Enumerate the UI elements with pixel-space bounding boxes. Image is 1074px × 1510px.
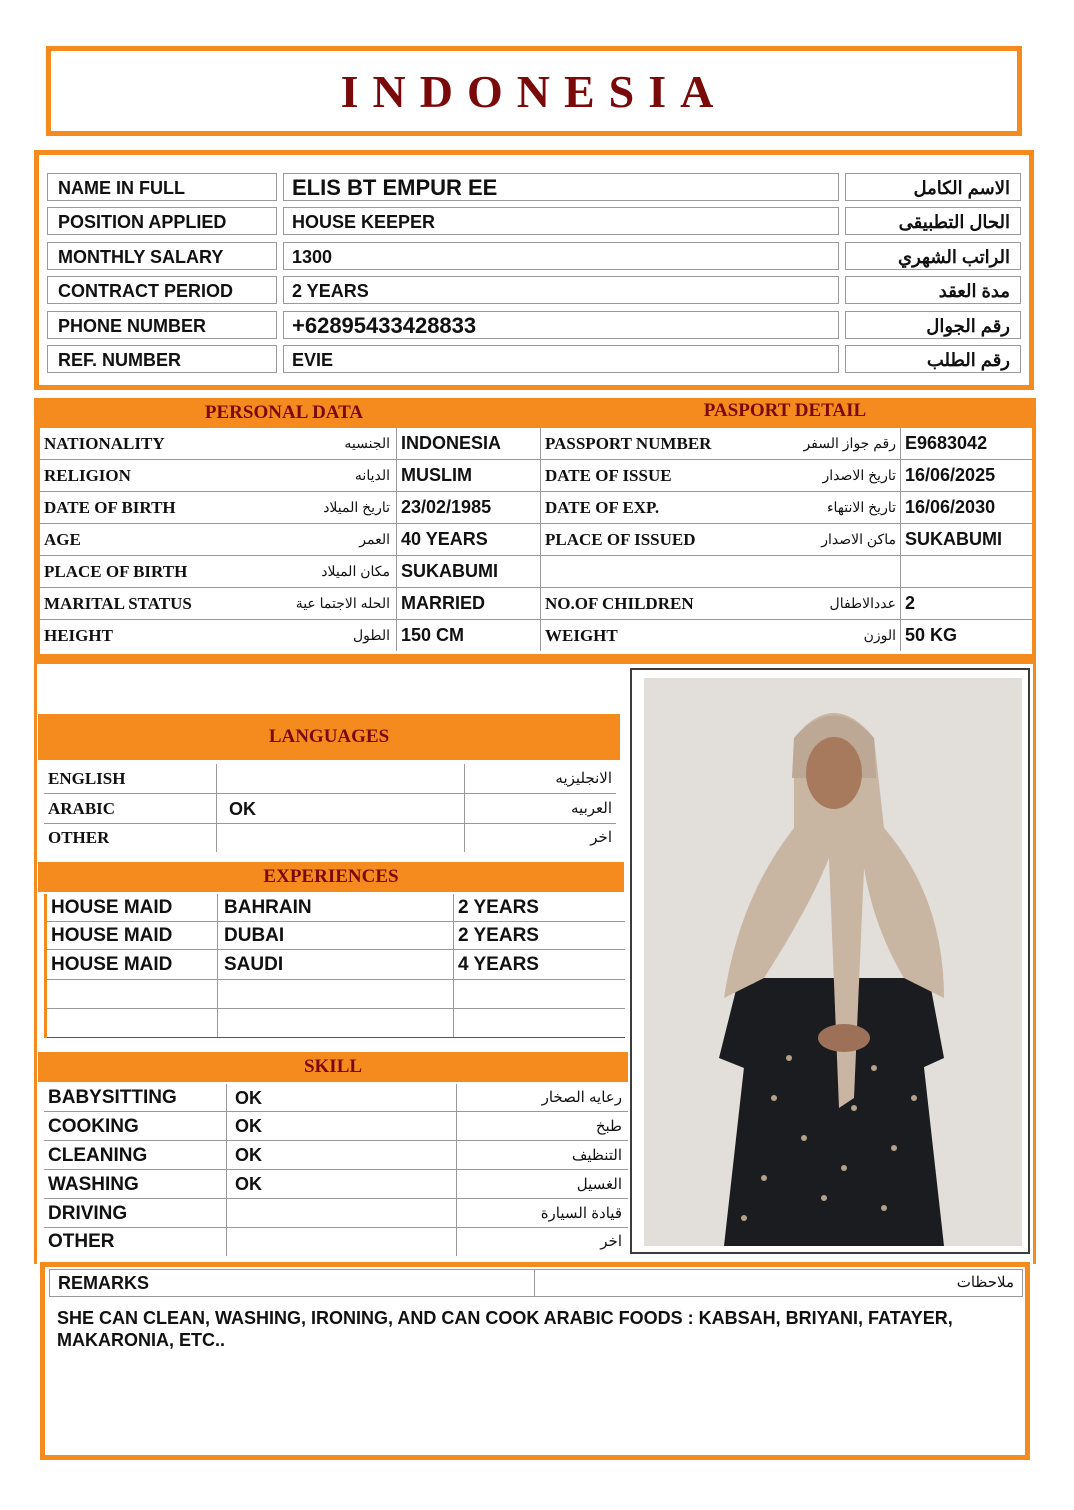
experience-period: 2 YEARS xyxy=(453,922,625,949)
passport-label: DATE OF EXP. xyxy=(540,492,800,523)
info-value: +62895433428833 xyxy=(283,311,839,339)
info-value: EVIE xyxy=(283,345,839,373)
passport-arabic-label: تاريخ الاصدار xyxy=(822,467,896,483)
info-label: REF. NUMBER xyxy=(47,345,277,373)
pp-row xyxy=(40,588,1032,620)
info-row-name xyxy=(47,173,1021,203)
passport-arabic-label: عددالاطفال xyxy=(829,595,896,611)
passport-arabic-label: تاريخ الانتهاء xyxy=(826,499,896,515)
remarks-arabic-label: ملاحظات xyxy=(956,1274,1014,1291)
personal-data-heading: PERSONAL DATA xyxy=(204,402,364,423)
skill-row xyxy=(44,1199,628,1228)
personal-value: MUSLIM xyxy=(396,460,536,491)
experience-period: 2 YEARS xyxy=(453,894,625,921)
experience-position xyxy=(51,1009,217,1037)
experience-period xyxy=(453,980,625,1008)
remarks-divider xyxy=(534,1270,535,1296)
info-value: 1300 xyxy=(283,242,839,270)
experience-country: DUBAI xyxy=(217,922,453,949)
passport-value: 16/06/2025 xyxy=(900,460,1032,491)
experience-row xyxy=(47,894,625,922)
passport-label: PLACE OF ISSUED xyxy=(540,524,800,555)
personal-label: HEIGHT xyxy=(44,626,113,645)
experience-row xyxy=(47,1009,625,1038)
personal-passport-section xyxy=(34,398,1036,664)
personal-arabic-label: الطول xyxy=(352,627,390,643)
passport-arabic-label: ماكن الاصدار xyxy=(821,531,896,547)
skill-arabic-label: اخر xyxy=(456,1228,626,1256)
info-label: POSITION APPLIED xyxy=(47,207,277,235)
skill-arabic-label: الغسيل xyxy=(456,1170,626,1198)
passport-label: DATE OF ISSUE xyxy=(540,460,800,491)
personal-label: DATE OF BIRTH xyxy=(44,498,176,517)
info-arabic-label: الراتب الشهري xyxy=(845,242,1021,270)
experience-country xyxy=(217,980,453,1008)
language-label: ENGLISH xyxy=(48,769,126,788)
personal-arabic-label: الحله الاجتما عية xyxy=(295,595,390,611)
skill-value xyxy=(226,1228,456,1256)
skill-value: OK xyxy=(226,1112,456,1140)
language-level xyxy=(216,824,464,852)
title-box xyxy=(46,46,1022,136)
experience-position xyxy=(51,980,217,1008)
info-arabic-label: الاسم الكامل xyxy=(845,173,1021,201)
info-row-phone xyxy=(47,311,1021,341)
experience-position: HOUSE MAID xyxy=(51,954,173,975)
skill-label: BABYSITTING xyxy=(48,1087,177,1108)
experience-country: SAUDI xyxy=(217,950,453,979)
info-label: PHONE NUMBER xyxy=(47,311,277,339)
info-value: HOUSE KEEPER xyxy=(283,207,839,235)
personal-value: SUKABUMI xyxy=(396,556,536,587)
experience-country: BAHRAIN xyxy=(217,894,453,921)
passport-value xyxy=(900,556,1032,587)
language-level xyxy=(216,764,464,793)
info-label: CONTRACT PERIOD xyxy=(47,276,277,304)
skill-arabic-label: رعايه الصخار xyxy=(456,1084,626,1111)
info-label: MONTHLY SALARY xyxy=(47,242,277,270)
experience-position: HOUSE MAID xyxy=(51,897,173,918)
passport-label: WEIGHT xyxy=(540,620,800,651)
language-row xyxy=(44,824,616,852)
remarks-label: REMARKS xyxy=(58,1273,150,1293)
info-arabic-label: الحال التطبيقى xyxy=(845,207,1021,235)
language-arabic-label: العربيه xyxy=(464,794,616,823)
pp-row xyxy=(40,460,1032,492)
experiences-table xyxy=(44,894,625,1038)
info-value: 2 YEARS xyxy=(283,276,839,304)
experience-period: 4 YEARS xyxy=(453,950,625,979)
language-arabic-label: الانجليزيه xyxy=(464,764,616,793)
personal-arabic-label: الديانه xyxy=(354,467,390,483)
basic-info-table xyxy=(34,150,1034,390)
passport-arabic-label: الوزن xyxy=(863,627,896,643)
skill-value xyxy=(226,1199,456,1227)
skill-label: OTHER xyxy=(48,1231,115,1252)
skill-label: DRIVING xyxy=(48,1203,128,1224)
personal-label: RELIGION xyxy=(44,466,131,485)
passport-label: NO.OF CHILDREN xyxy=(540,588,800,619)
info-arabic-label: رقم الطلب xyxy=(845,345,1021,373)
remarks-header xyxy=(49,1269,1023,1297)
language-row xyxy=(44,794,616,824)
skill-label: COOKING xyxy=(48,1116,139,1137)
experience-row xyxy=(47,980,625,1009)
language-label: ARABIC xyxy=(48,799,116,818)
skill-label: WASHING xyxy=(48,1174,139,1195)
candidate-photo-frame xyxy=(630,668,1030,1254)
skill-arabic-label: التنظيف xyxy=(456,1141,626,1169)
personal-value: 23/02/1985 xyxy=(396,492,536,523)
skill-label: CLEANING xyxy=(48,1145,148,1166)
experience-period xyxy=(453,1009,625,1037)
personal-value: 150 CM xyxy=(396,620,536,651)
language-row xyxy=(44,764,616,794)
info-label: NAME IN FULL xyxy=(47,173,277,201)
skill-row xyxy=(44,1084,628,1112)
country-title: INDONESIA xyxy=(340,66,728,117)
experience-row xyxy=(47,950,625,980)
passport-label: PASSPORT NUMBER xyxy=(540,428,800,459)
personal-label: AGE xyxy=(44,530,81,549)
skill-arabic-label: طبخ xyxy=(456,1112,626,1140)
candidate-photo xyxy=(644,678,1022,1246)
personal-arabic-label: الجنسيه xyxy=(344,435,390,451)
pp-row xyxy=(40,524,1032,556)
experience-position: HOUSE MAID xyxy=(51,925,173,946)
skill-value: OK xyxy=(226,1141,456,1169)
info-row-position xyxy=(47,207,1021,237)
personal-value: 40 YEARS xyxy=(396,524,536,555)
skill-heading: SKILL xyxy=(38,1052,628,1082)
passport-value: 50 KG xyxy=(900,620,1032,651)
personal-passport-table xyxy=(40,428,1032,654)
pp-row xyxy=(40,620,1032,652)
personal-arabic-label: تاريخ الميلاد xyxy=(323,499,390,515)
skill-arabic-label: قيادة السيارة xyxy=(456,1199,626,1227)
passport-value: 2 xyxy=(900,588,1032,619)
language-label: OTHER xyxy=(48,828,110,847)
skill-value: OK xyxy=(226,1084,456,1111)
skill-value: OK xyxy=(226,1170,456,1198)
info-row-contract xyxy=(47,276,1021,306)
personal-value: INDONESIA xyxy=(396,428,536,459)
info-arabic-label: رقم الجوال xyxy=(845,311,1021,339)
languages-heading: LANGUAGES xyxy=(38,714,620,760)
skill-row xyxy=(44,1228,628,1256)
skill-row xyxy=(44,1112,628,1141)
experiences-heading: EXPERIENCES xyxy=(38,862,624,892)
info-row-ref xyxy=(47,345,1021,375)
passport-detail-heading: PASPORT DETAIL xyxy=(703,400,867,421)
remarks-text: SHE CAN CLEAN, WASHING, IRONING, AND CAN COOK ARABIC FOODS : KABSAH, BRIYANI, FATAYER, MAKARONIA, ETC.. xyxy=(57,1308,953,1350)
language-level: OK xyxy=(216,794,464,823)
personal-arabic-label: العمر xyxy=(359,531,390,547)
info-arabic-label: مدة العقد xyxy=(845,276,1021,304)
pp-row xyxy=(40,556,1032,588)
personal-label: MARITAL STATUS xyxy=(44,594,192,613)
personal-value: MARRIED xyxy=(396,588,536,619)
personal-label: NATIONALITY xyxy=(44,434,165,453)
info-row-salary xyxy=(47,242,1021,272)
passport-value: SUKABUMI xyxy=(900,524,1032,555)
passport-arabic-label: رقم جواز السفر xyxy=(803,435,896,451)
skill-row xyxy=(44,1141,628,1170)
personal-arabic-label: مكان الميلاد xyxy=(321,563,390,579)
experience-country xyxy=(217,1009,453,1037)
personal-label: PLACE OF BIRTH xyxy=(44,562,188,581)
pp-row xyxy=(40,428,1032,460)
skill-row xyxy=(44,1170,628,1199)
passport-arabic-label xyxy=(740,556,896,587)
experience-row xyxy=(47,922,625,950)
remarks-section xyxy=(40,1262,1030,1460)
info-value: ELIS BT EMPUR EE xyxy=(283,173,839,201)
passport-value: 16/06/2030 xyxy=(900,492,1032,523)
passport-value: E9683042 xyxy=(900,428,1032,459)
pp-row xyxy=(40,492,1032,524)
language-arabic-label: اخر xyxy=(464,824,616,852)
